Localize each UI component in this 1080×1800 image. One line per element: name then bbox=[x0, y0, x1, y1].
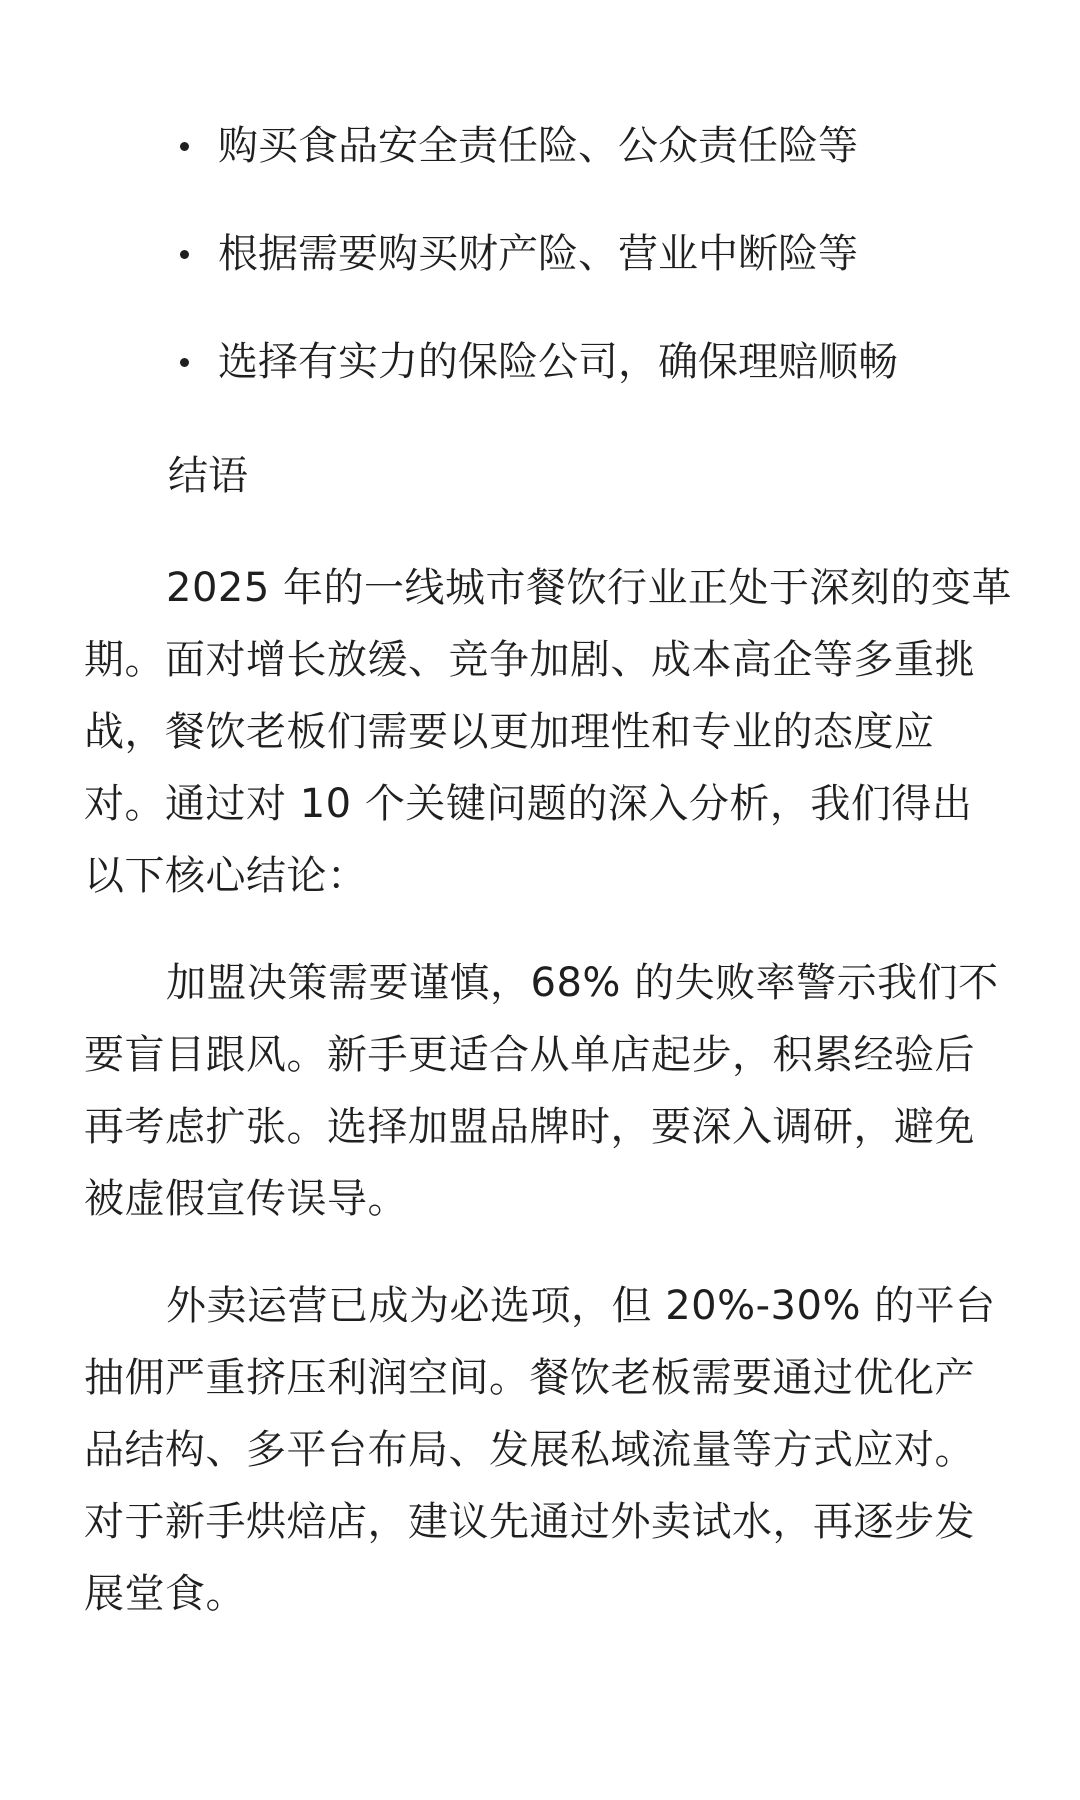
bullet-text: 购买食品安全责任险、公众责任险等 bbox=[218, 123, 858, 169]
paragraph-franchise: 加盟决策需要谨慎，68% 的失败率警示我们不要盲目跟风。新手更适合从单店起步，积累经验后再考虑扩张。选择加盟品牌时，要深入调研，避免被虚假宣传误导。 bbox=[84, 960, 999, 1222]
bullet-text: 选择有实力的保险公司，确保理赔顺畅 bbox=[218, 339, 898, 385]
paragraph-delivery: 外卖运营已成为必选项，但 20%-30% 的平台抽佣严重挤压利润空间。餐饮老板需要通过优化产品结构、多平台布局、发展私域流量等方式应对。对于新手烘焙店，建议先通过外卖试水，再逐步发展堂食。 bbox=[84, 1283, 996, 1617]
bullet-item bbox=[0, 116, 1080, 224]
section-heading: 结语 bbox=[168, 453, 248, 499]
bullet-dot-icon bbox=[180, 250, 189, 259]
bullet-dot-icon bbox=[180, 142, 189, 151]
bullet-dot-icon bbox=[180, 358, 189, 367]
bullet-item bbox=[0, 224, 1080, 332]
bullet-text: 根据需要购买财产险、营业中断险等 bbox=[218, 231, 858, 277]
insurance-bullet-list bbox=[0, 116, 1080, 440]
bullet-item bbox=[0, 332, 1080, 440]
paragraph-intro: 2025 年的一线城市餐饮行业正处于深刻的变革期。面对增长放缓、竞争加剧、成本高企等多重挑战，餐饮老板们需要以更加理性和专业的态度应对。通过对 10 个关键问题的深入分析，我们得出以下核心结论： bbox=[84, 565, 1013, 899]
